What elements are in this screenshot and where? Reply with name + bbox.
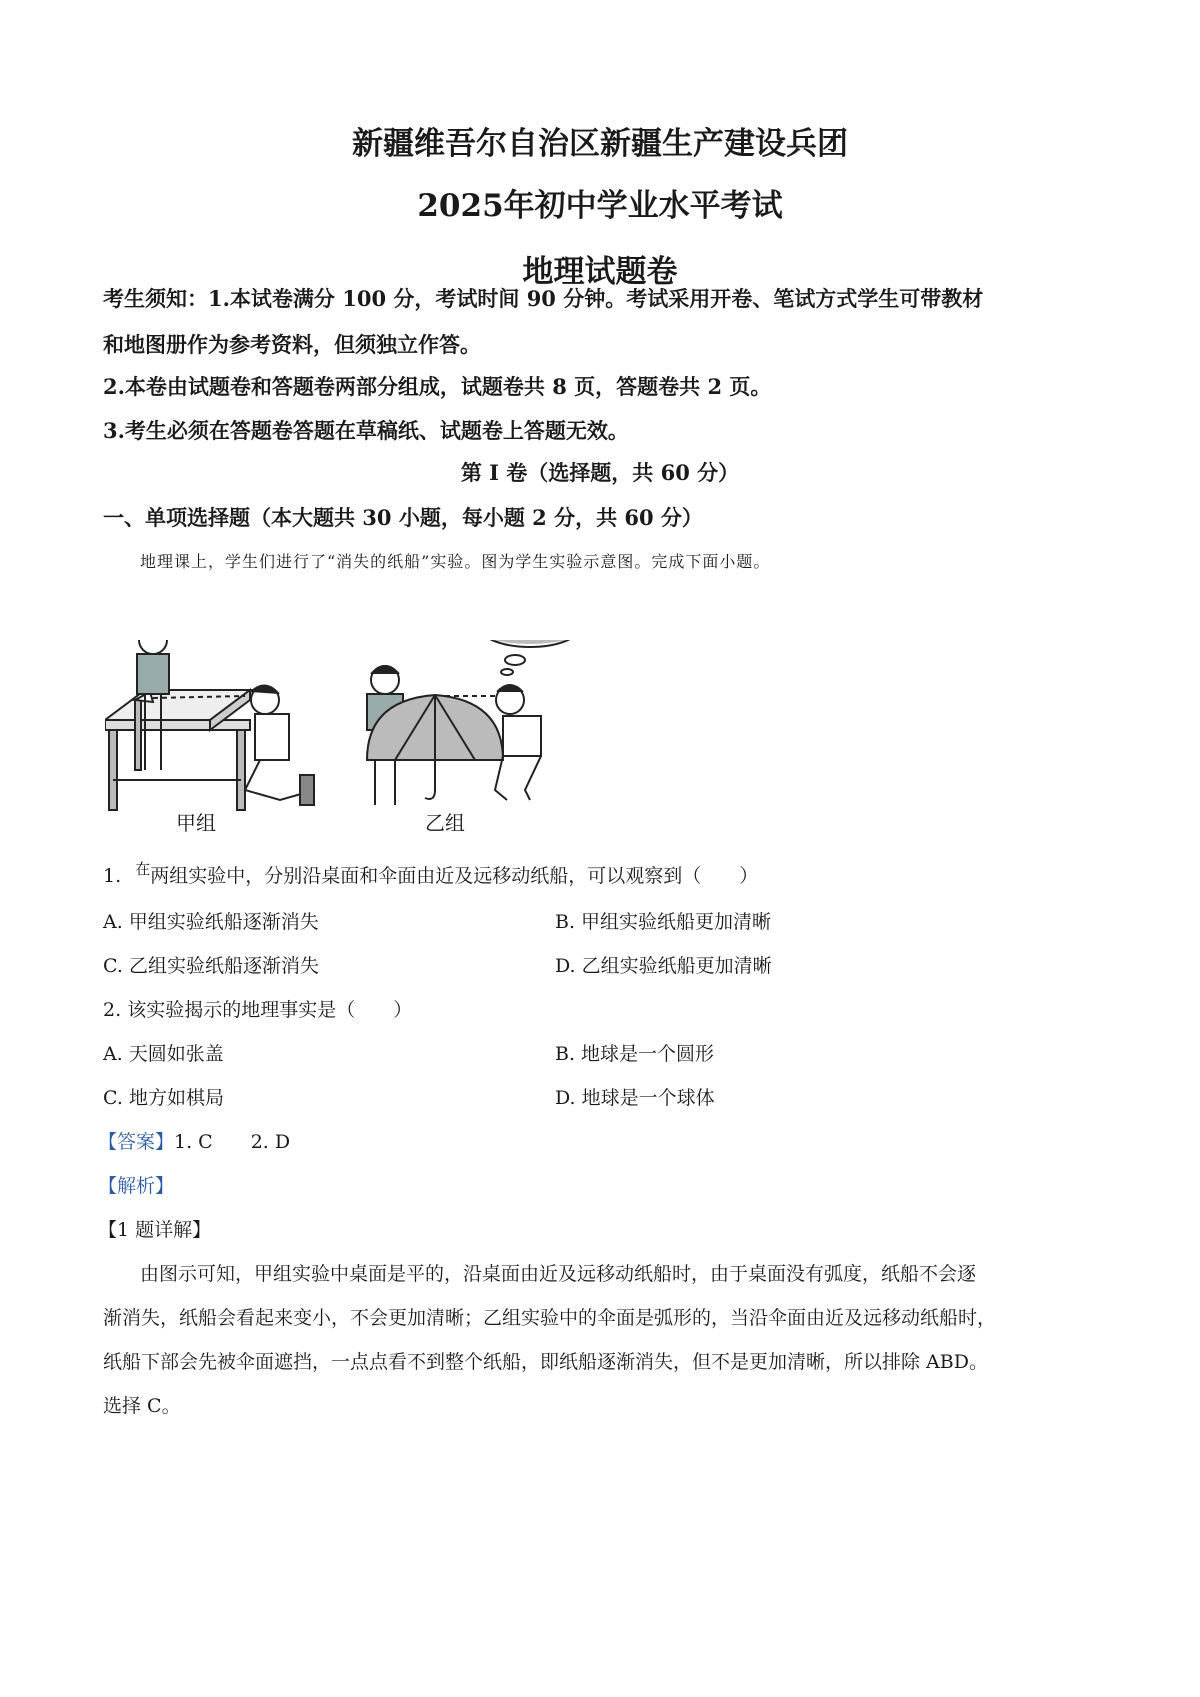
analysis-line-3: 纸船下部会先被伞面遮挡，一点点看不到整个纸船，即纸船逐渐消失，但不是更加清晰，所以排除 ABD。 — [103, 1351, 988, 1373]
notice-line-3: 2.本卷由试题卷和答题卷两部分组成，试题卷共 8 页，答题卷共 2 页。 — [103, 374, 772, 399]
question-1-option-a: A. 甲组实验纸船逐渐消失 — [103, 911, 319, 933]
question-1-stem-small: 在 — [135, 860, 151, 878]
answer-value: 1. C 2. D — [174, 1131, 291, 1153]
question-1-stem — [103, 862, 758, 891]
analysis-line-4: 选择 C。 — [103, 1395, 181, 1417]
notice-line-1: 考生须知：1.本试卷满分 100 分，考试时间 90 分钟。考试采用开卷、笔试方式学生可带教材 — [103, 286, 984, 311]
part-title: 一、单项选择题（本大题共 30 小题，每小题 2 分，共 60 分） — [103, 505, 703, 530]
analysis-label: 【解析】 — [98, 1175, 175, 1197]
question-2-option-a: A. 天圆如张盖 — [103, 1043, 224, 1065]
answer-line — [98, 1128, 290, 1156]
exam-title-region: 新疆维吾尔自治区新疆生产建设兵团 — [352, 126, 848, 162]
figure-label-group-b: 乙组 — [425, 811, 465, 835]
analysis-line-1: 由图示可知，甲组实验中桌面是平的，沿桌面由近及远移动纸船时，由于桌面没有弧度，纸船不会逐 — [140, 1263, 977, 1285]
question-2-stem — [103, 996, 412, 1024]
question-2-option-c: C. 地方如棋局 — [103, 1087, 224, 1109]
question-2-option-d: D. 地球是一个球体 — [555, 1087, 715, 1109]
volume-title: 第 I 卷（选择题，共 60 分） — [460, 460, 740, 485]
question-2-stem-text: 该实验揭示的地理事实是（ ） — [127, 999, 413, 1021]
notice-line-2: 和地图册作为参考资料，但须独立作答。 — [103, 332, 481, 357]
group-a-drawing — [105, 640, 315, 810]
question-1-stem-text: 两组实验中，分别沿桌面和伞面由近及远移动纸船，可以观察到（ ） — [150, 865, 759, 887]
exam-title-year: 2025年初中学业水平考试 — [417, 188, 783, 224]
analysis-detail-label: 【1 题详解】 — [98, 1219, 212, 1241]
question-1-option-c: C. 乙组实验纸船逐渐消失 — [103, 955, 319, 977]
question-intro: 地理课上，学生们进行了“消失的纸船”实验。图为学生实验示意图。完成下面小题。 — [140, 552, 771, 571]
notice-line-4: 3.考生必须在答题卷答题在草稿纸、试题卷上答题无效。 — [103, 418, 629, 443]
analysis-line-2: 渐消失，纸船会看起来变小，不会更加清晰；乙组实验中的伞面是弧形的，当沿伞面由近及远移动纸船时， — [103, 1307, 997, 1329]
figure-label-group-a: 甲组 — [176, 811, 216, 835]
exam-title-subject: 地理试题卷 — [522, 254, 678, 290]
question-2-option-b: B. 地球是一个圆形 — [555, 1043, 715, 1065]
question-1-option-d: D. 乙组实验纸船更加清晰 — [555, 955, 772, 977]
question-1-option-b: B. 甲组实验纸船更加清晰 — [555, 911, 772, 933]
question-2-number: 2. — [103, 999, 122, 1021]
group-b-drawing — [367, 640, 582, 805]
question-1-number: 1. — [103, 865, 122, 887]
answer-label: 【答案】 — [98, 1131, 175, 1153]
